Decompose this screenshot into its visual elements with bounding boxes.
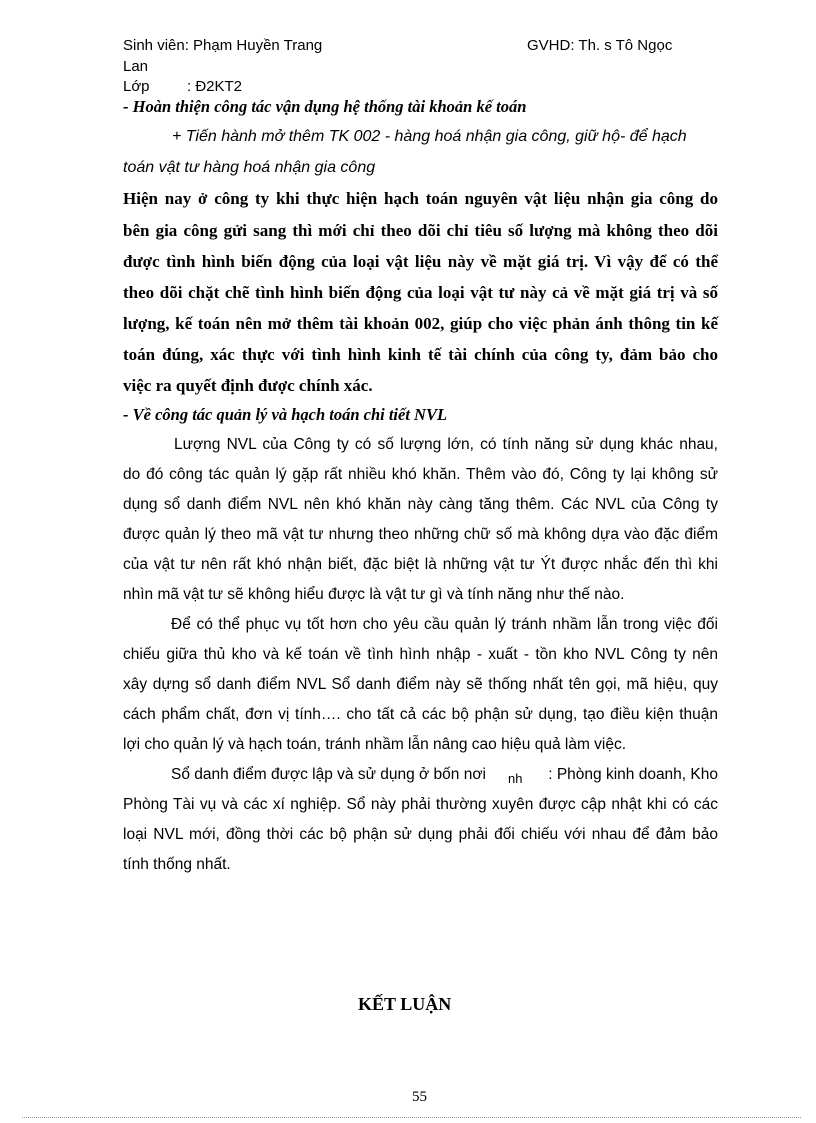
paragraph-line-b: : Phòng kinh doanh, Kho (548, 766, 718, 783)
paragraph-line: Để có thể phục vụ tốt hơn cho yêu cầu quản lý tránh nhầm lẫn trong việc đối (171, 616, 718, 633)
paragraph-line: lợi cho quản lý và hạch toán, tránh nhầm lẫn nâng cao hiệu quả làm việc. (123, 736, 627, 753)
student-name: Sinh viên: Phạm Huyền Trang (123, 37, 323, 54)
paragraph-line: cách phẩm chất, đơn vị tính…. cho tất cả các bộ phận sử dụng, tạo điều kiện thuận (123, 706, 718, 723)
paragraph-line: được quản lý theo mã vật tư nhưng theo những chữ số mà không dựa vào đặc điểm (123, 526, 718, 543)
subpoint-line: + Tiến hành mở thêm TK 002 - hàng hoá nhận gia công, giữ hộ- để hạch (172, 128, 687, 145)
paragraph-line: loại NVL mới, đồng thời các bộ phận sử dụng phải đối chiếu với nhau để đảm bảo (123, 826, 718, 843)
paragraph-line: chiếu giữa thủ kho và kế toán về tình hình nhập - xuất - tồn kho NVL Công ty nên (123, 646, 718, 663)
section-heading-materials: - Về công tác quản lý và hạch toán chi tiết NVL (123, 405, 448, 424)
paragraph-line: nhìn mã vật tư sẽ không hiểu được là vật tư gì và tính năng như thế nào. (123, 586, 625, 603)
class-value: : Đ2KT2 (187, 78, 243, 95)
inline-fragment (508, 766, 522, 786)
conclusion-heading: KẾT LUẬN (358, 994, 452, 1014)
paragraph-line: lượng, kế toán nên mở thêm tài khoản 002, giúp cho việc phản ánh thông tin kế (123, 314, 718, 333)
paragraph-line: Phòng Tài vụ và các xí nghiệp. Sổ này phải thường xuyên được cập nhật khi có các (123, 796, 718, 813)
paragraph-line: việc ra quyết định được chính xác. (123, 376, 373, 395)
subpoint-line: toán vật tư hàng hoá nhận gia công (123, 159, 376, 176)
paragraph-line: được tình hình biến động của loại vật liệu này về mặt giá trị. Vì vậy để có thể (123, 252, 718, 271)
paragraph-line: toán đúng, xác thực với tình hình kinh tế tài chính của công ty, đảm bảo cho (123, 345, 718, 364)
footer-rule (22, 1117, 801, 1118)
class-label: Lớp (123, 78, 150, 95)
page-number: 55 (412, 1089, 427, 1105)
paragraph-line: tính thống nhất. (123, 856, 231, 873)
paragraph-line: Hiện nay ở công ty khi thực hiện hạch toán nguyên vật liệu nhận gia công do (123, 189, 718, 208)
advisor-name: GVHD: Th. s Tô Ngọc (527, 37, 673, 54)
paragraph-line: theo dõi chặt chẽ tình hình biến động của loại vật tư này cả về mặt giá trị và số (123, 283, 718, 302)
paragraph-line: Lượng NVL của Công ty có số lượng lớn, có tính năng sử dụng khác nhau, (174, 436, 718, 453)
paragraph-line: xây dựng sổ danh điểm NVL Sổ danh điểm này sẽ thống nhất tên gọi, mã hiệu, quy (123, 676, 718, 693)
paragraph-line: dụng sổ danh điểm NVL nên khó khăn này càng tăng thêm. Các NVL của Công ty (123, 496, 718, 513)
subscript-fragment: nh (508, 771, 523, 786)
paragraph-line-a: Sổ danh điểm được lập và sử dụng ở bốn nơi (171, 766, 486, 783)
paragraph-line: do đó công tác quản lý gặp rất nhiều khó khăn. Thêm vào đó, Công ty lại không sử (123, 466, 718, 483)
advisor-name-continued: Lan (123, 58, 149, 75)
paragraph-line: của vật tư nên rất khó nhận biết, đặc biệt là những vật tư Ýt được nhắc đến thì khi (123, 556, 718, 573)
paragraph-line: bên gia công gửi sang thì mới chỉ theo dõi chỉ tiêu số lượng mà không theo dõi (123, 221, 718, 240)
section-heading-accounts: - Hoàn thiện công tác vận dụng hệ thống tài khoản kế toán (123, 97, 527, 116)
